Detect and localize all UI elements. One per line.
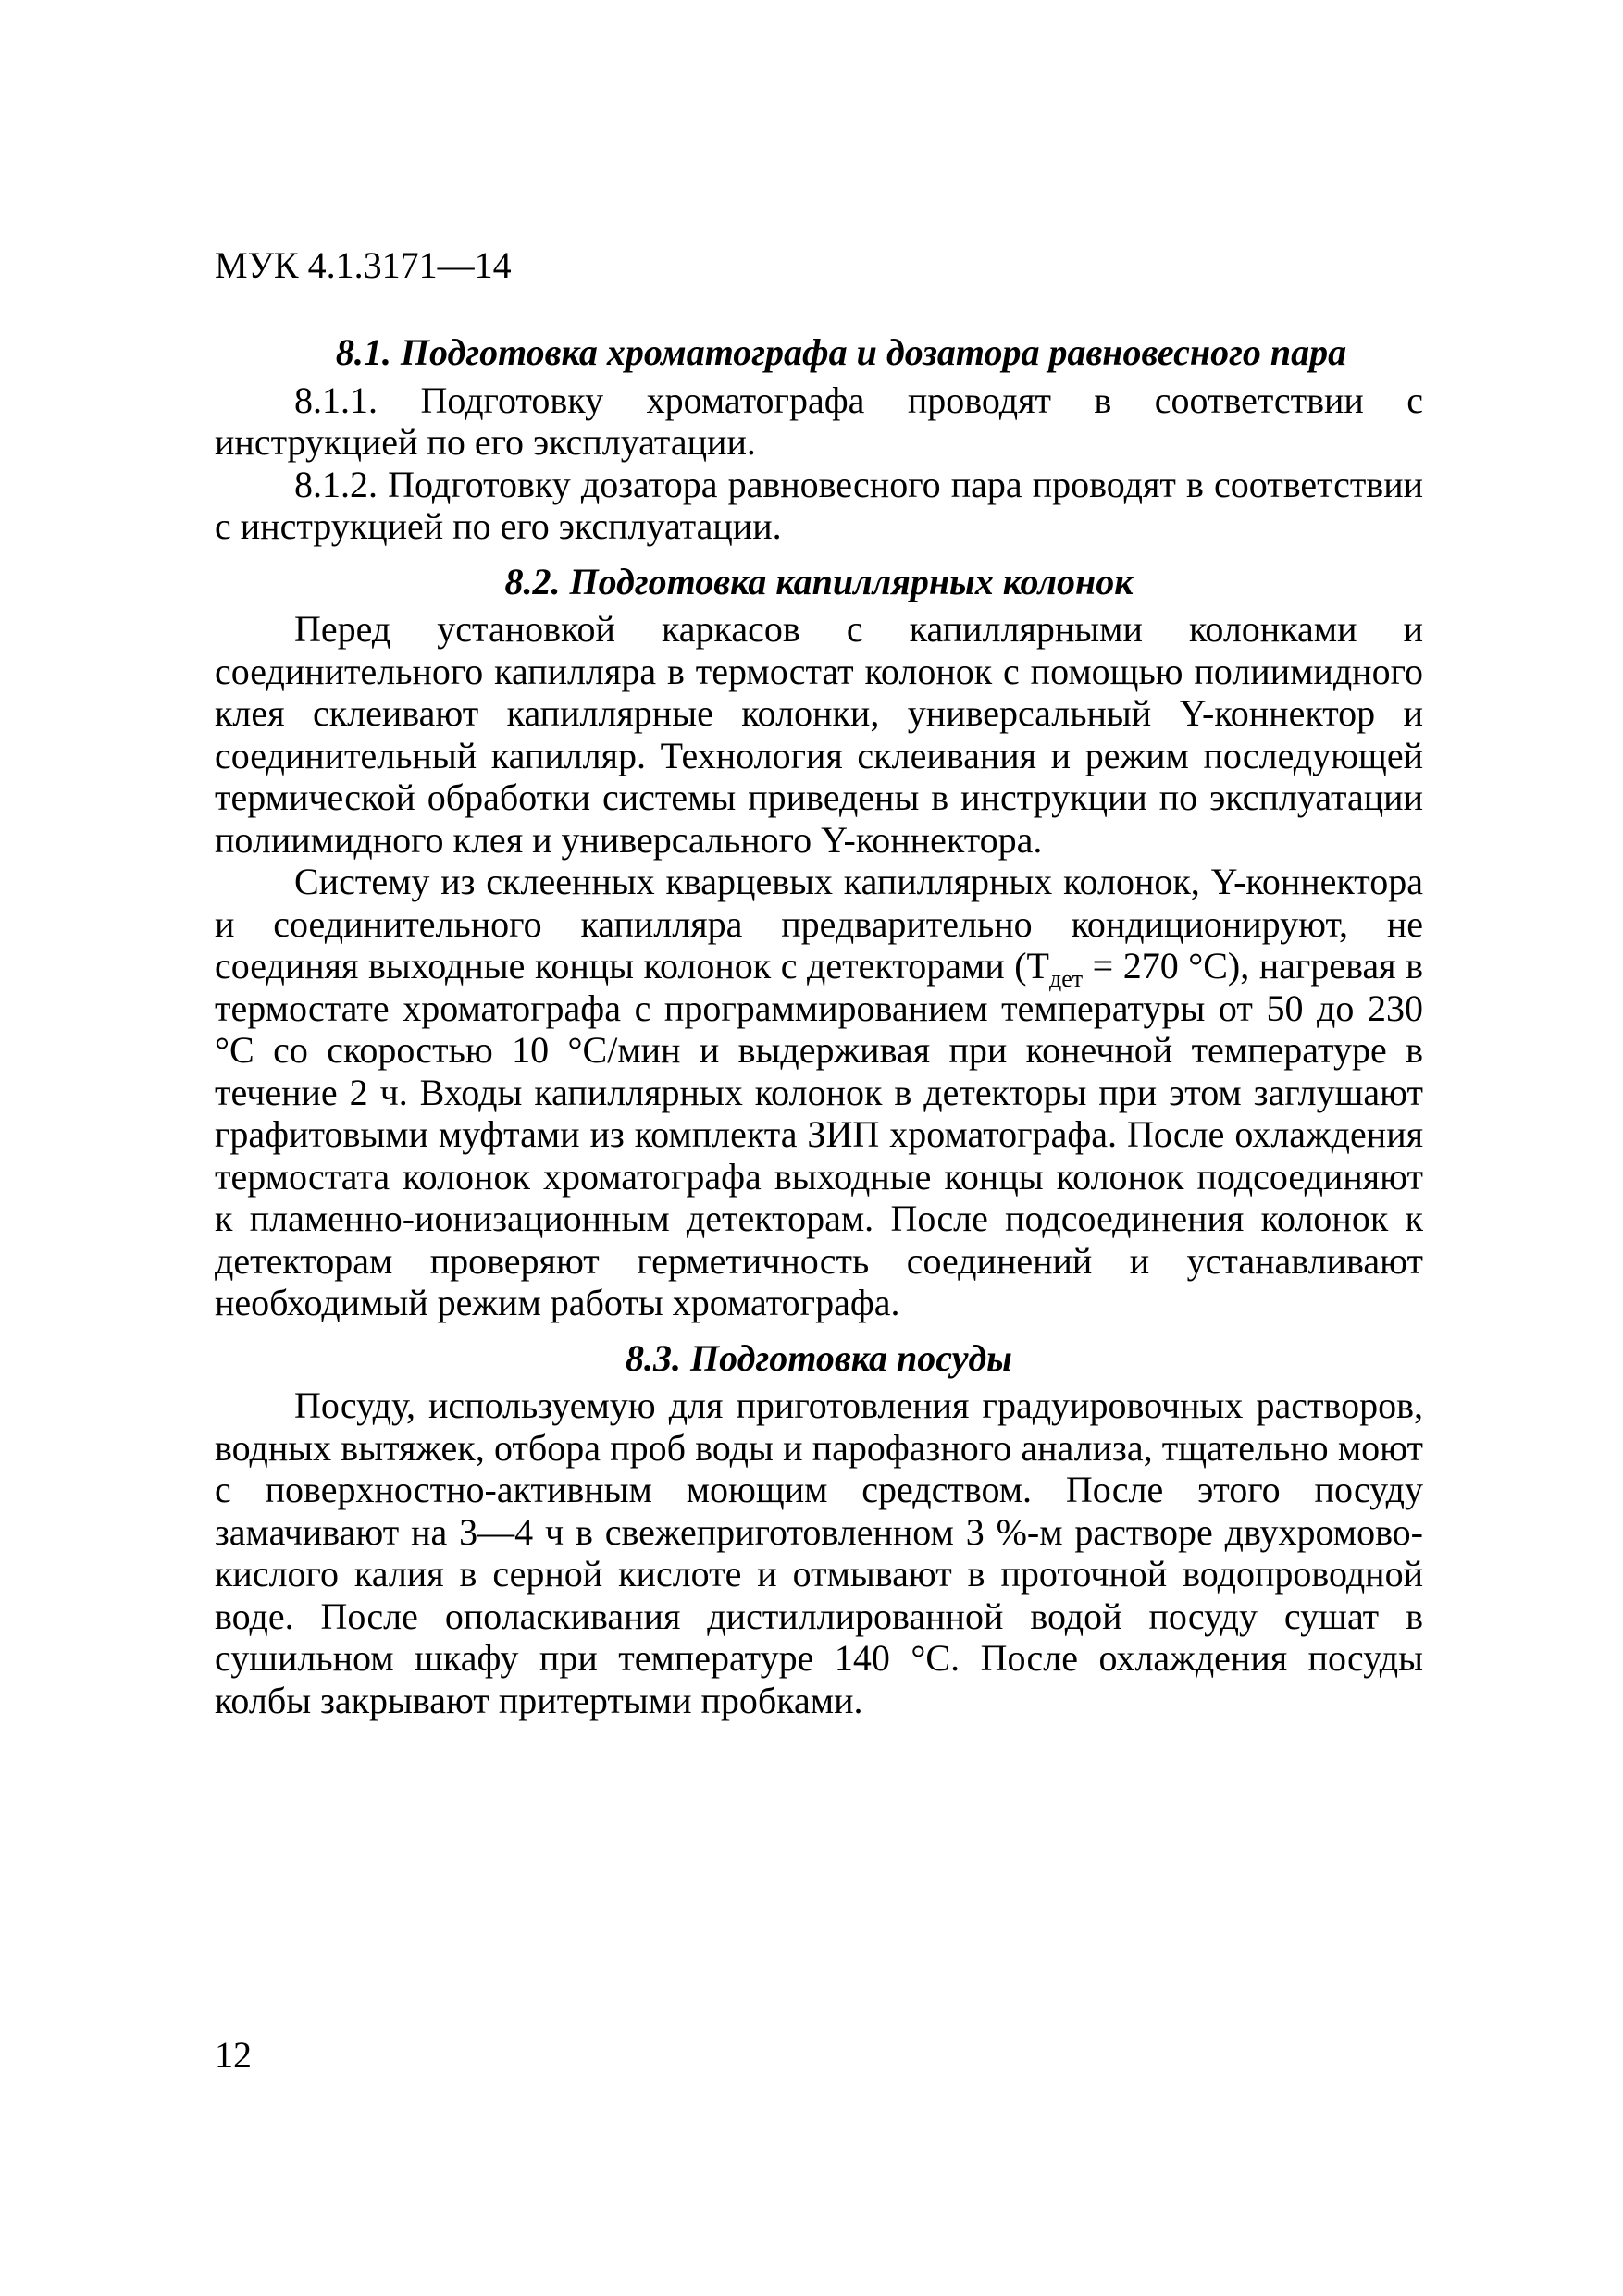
paragraph-8-2-conditioning: [215, 861, 1423, 1324]
paragraph-8-1-2: 8.1.2. Подготовку дозатора равновесного пара проводят в соответствии с инструкцией по его эксплуатации.: [215, 463, 1423, 547]
section-title-8-1: 8.1. Подготовка хроматографа и дозатора равновесного пара: [335, 331, 1347, 373]
paragraph-text-after-subscript: = 270 °С), нагревая в термостате хроматографа с программированием температуры от 50 до 230 °С со скоростью 10 °С/мин и выдерживая при конечной температуре в течение 2 ч. Входы капиллярных колонок в детекторы при этом заглушают графитовыми муфтами из комплекта ЗИП хроматографа. После охлаждения термостата колонок хроматографа выходные концы колонок подсоединяют к пламенно-ионизационным детекторам. После подсоединения колонок к детекторам проверяют герметичность соединений и устанавливают необходимый режим работы хроматографа.: [215, 945, 1423, 1323]
page-number: 12: [215, 2034, 252, 2076]
section-title-8-2: 8.2. Подготовка капиллярных колонок: [504, 560, 1134, 602]
paragraph-text-before-subscript: Систему из склеенных кварцевых капиллярных колонок, Y-коннектора и соединительного капилляра предварительно кондиционируют, не соединяя выходные концы колонок с детекторами (Т: [215, 861, 1423, 987]
page-body: [215, 331, 1423, 1721]
detector-subscript: дет: [1048, 965, 1084, 993]
section-title-8-3: 8.3. Подготовка посуды: [626, 1336, 1012, 1379]
paragraph-8-2-intro: Перед установкой каркасов с капиллярными колонками и соединительного капилляра в термостат колонок с помощью полиимидного клея склеивают капиллярные колонки, универсальный Y-коннектор и соединительный капилляр. Технология склеивания и режим последующей термической обработки системы приведены в инструкции по эксплуатации полиимидного клея и универсального Y-коннектора.: [215, 608, 1423, 861]
paragraph-8-1-1: 8.1.1. Подготовку хроматографа проводят в соответствии с инструкцией по его эксплуатации.: [215, 379, 1423, 463]
document-code: МУК 4.1.3171—14: [215, 244, 512, 286]
paragraph-8-3: Посуду, используемую для приготовления градуировочных растворов, водных вытяжек, отбора проб воды и парофазного анализа, тщательно моют с поверхностно-активным моющим средством. После этого посуду замачивают на 3—4 ч в свежеприготовленном 3 %-м растворе двухромово-кислого калия в серной кислоте и отмывают в проточной водопроводной воде. После ополаскивания дистиллированной водой посуду сушат в сушильном шкафу при температуре 140 °С. После охлаждения посуды колбы закрывают притертыми пробками.: [215, 1384, 1423, 1721]
